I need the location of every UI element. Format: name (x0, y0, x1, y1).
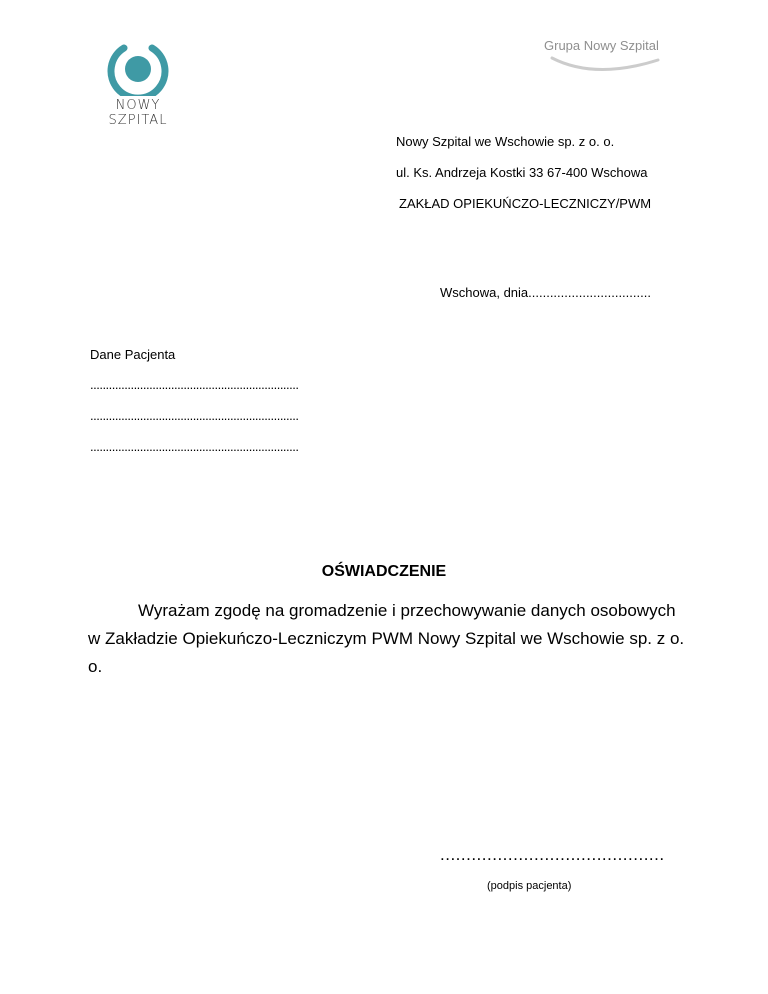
statement-title: OŚWIADCZENIE (321, 563, 447, 580)
logo-right-text: Grupa Nowy Szpital (544, 38, 659, 53)
logo-left-text: NOWY SZPITAL (108, 98, 168, 128)
signature-line[interactable]: ........................................... (440, 845, 665, 864)
patient-data-line-1[interactable]: ................................................................... (90, 377, 299, 392)
grupa-nowy-szpital-logo (540, 38, 670, 74)
patient-data-line-3[interactable]: ................................................................... (90, 439, 299, 454)
signature-label: (podpis pacjenta) (487, 880, 572, 892)
logo-swoosh-icon (550, 52, 660, 74)
department-name: ZAKŁAD OPIEKUŃCZO-LECZNICZY/PWM (399, 196, 652, 211)
patient-data-line-2[interactable]: ................................................................... (90, 408, 299, 423)
institution-name: Nowy Szpital we Wschowie sp. z o. o. (396, 134, 615, 149)
nowy-szpital-logo (88, 40, 188, 128)
patient-data-label: Dane Pacjenta (90, 347, 176, 362)
date-line[interactable]: Wschowa, dnia.................................. (440, 285, 651, 300)
statement-body (88, 597, 688, 681)
institution-address: ul. Ks. Andrzeja Kostki 33 67-400 Wschowa (396, 165, 648, 180)
logo-ring-icon (88, 40, 188, 96)
statement-body-text: Wyrażam zgodę na gromadzenie i przechowywanie danych osobowych w Zakładzie Opiekuńczo-Leczniczym PWM Nowy Szpital we Wschowie sp. z o. o. (88, 601, 685, 676)
